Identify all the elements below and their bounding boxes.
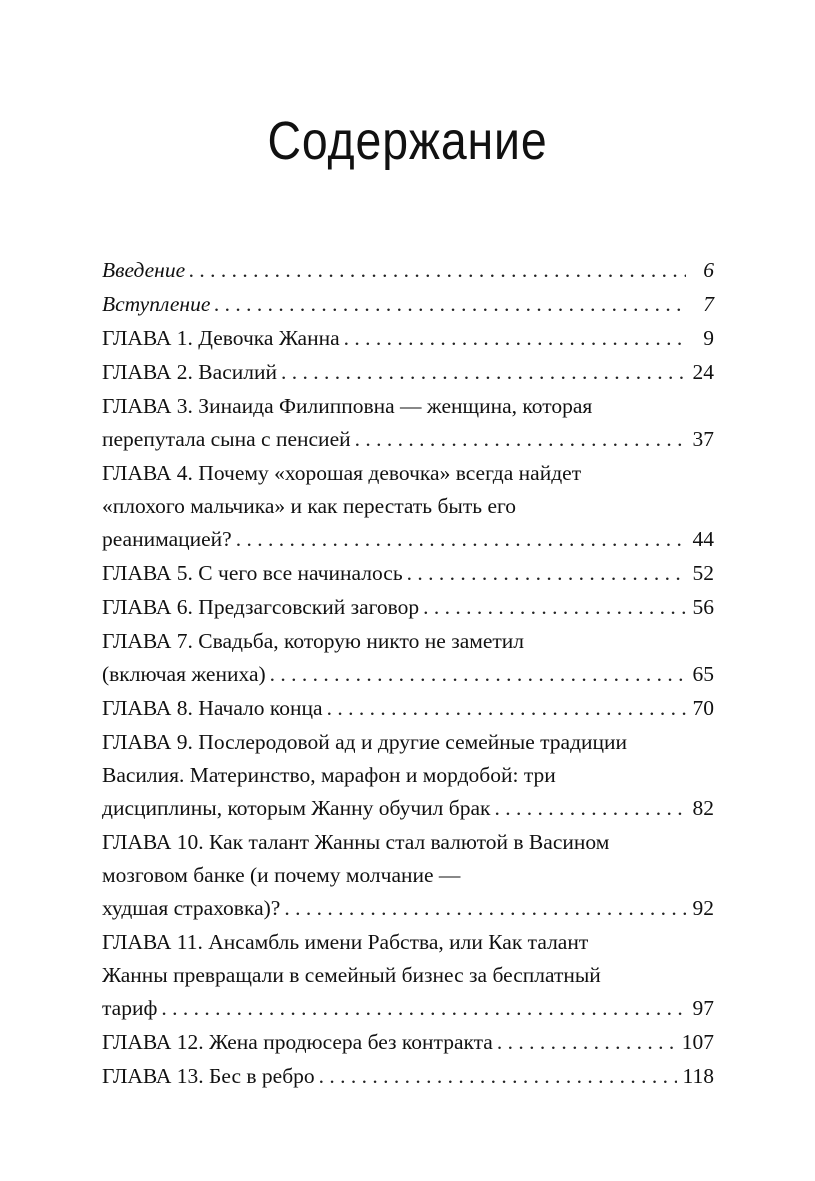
toc-page-number: 24	[692, 360, 714, 384]
toc-page-number: 6	[703, 258, 714, 282]
toc-entry-title-line: перепутала сына с пенсией	[102, 427, 351, 451]
toc-entry[interactable]	[102, 356, 714, 389]
toc-entry-title-line: ГЛАВА 8. Начало конца	[102, 696, 323, 720]
toc-entry[interactable]	[102, 557, 714, 590]
toc-entry-row	[102, 591, 714, 624]
toc-entry[interactable]	[102, 457, 714, 556]
toc-page-number: 52	[692, 561, 714, 585]
toc-entry-row	[102, 892, 714, 925]
toc-entry-title-line: ГЛАВА 13. Бес в ребро	[102, 1064, 315, 1088]
toc-entry-row	[102, 692, 714, 725]
toc-entry-title-line: реанимацией?	[102, 527, 232, 551]
toc-page-number: 97	[692, 996, 714, 1020]
dot-leader	[161, 992, 686, 1025]
toc-entry[interactable]	[102, 726, 714, 825]
toc-page-number: 70	[692, 696, 714, 720]
toc-page-number: 82	[692, 796, 714, 820]
toc-entry[interactable]	[102, 1026, 714, 1059]
toc-entry-title-line: Василия. Материнство, марафон и мордобой: три	[102, 763, 556, 787]
dot-leader	[407, 557, 686, 590]
toc-entry-title-line: Вступление	[102, 292, 211, 316]
toc-entry-row	[102, 322, 714, 355]
toc-entry-row	[102, 356, 714, 389]
toc-entry-row	[102, 992, 714, 1025]
toc-entry[interactable]	[102, 254, 714, 287]
toc-entry-title-line: ГЛАВА 10. Как талант Жанны стал валютой в Васином	[102, 830, 610, 854]
toc-entry-row	[102, 1060, 714, 1093]
toc-entry[interactable]	[102, 692, 714, 725]
dot-leader	[281, 356, 686, 389]
toc-entry[interactable]	[102, 288, 714, 321]
dot-leader	[284, 892, 686, 925]
toc-entry-title-line: мозговом банке (и почему молчание —	[102, 863, 461, 887]
dot-leader	[344, 322, 686, 355]
toc-entry-title-line: «плохого мальчика» и как перестать быть его	[102, 494, 517, 518]
toc-page-number: 56	[692, 595, 714, 619]
dot-leader	[236, 523, 686, 556]
dot-leader	[494, 792, 686, 825]
toc-page-number: 65	[692, 662, 714, 686]
toc-entry-title-line: ГЛАВА 9. Послеродовой ад и другие семейные традиции	[102, 730, 628, 754]
dot-leader	[270, 658, 686, 691]
toc-entry-title-line: дисциплины, которым Жанну обучил брак	[102, 796, 491, 820]
toc-page-number: 37	[692, 427, 714, 451]
toc-entry[interactable]	[102, 591, 714, 624]
toc-entry-row	[102, 792, 714, 825]
toc-entry-title-line: Жанны превращали в семейный бизнес за бесплатный	[102, 963, 601, 987]
toc-entry-row	[102, 557, 714, 590]
toc-page-number: 44	[692, 527, 714, 551]
toc-entry-row	[102, 658, 714, 691]
dot-leader	[189, 254, 686, 287]
toc-entry-title-line: ГЛАВА 1. Девочка Жанна	[102, 326, 340, 350]
toc-entry[interactable]	[102, 390, 714, 456]
toc-entry-title-line: ГЛАВА 4. Почему «хорошая девочка» всегда найдет	[102, 461, 582, 485]
toc-entry-title-line: Введение	[102, 258, 186, 282]
toc-entry[interactable]	[102, 826, 714, 925]
dot-leader	[327, 692, 686, 725]
toc-page-number: 118	[682, 1064, 714, 1088]
toc-entry-title-line: ГЛАВА 7. Свадьба, которую никто не заметил	[102, 629, 525, 653]
table-of-contents	[102, 254, 714, 1093]
toc-page-number: 107	[681, 1030, 714, 1054]
toc-entry-row	[102, 423, 714, 456]
dot-leader	[497, 1026, 676, 1059]
toc-entry-title-line: тариф	[102, 996, 158, 1020]
toc-entry-row	[102, 523, 714, 556]
toc-entry-row	[102, 1026, 714, 1059]
toc-entry-row	[102, 254, 714, 287]
toc-entry[interactable]	[102, 926, 714, 1025]
toc-entry-row	[102, 288, 714, 321]
toc-entry-title-line: ГЛАВА 2. Василий	[102, 360, 277, 384]
toc-entry-title-line: ГЛАВА 3. Зинаида Филипповна — женщина, которая	[102, 394, 593, 418]
toc-page-number: 92	[692, 896, 714, 920]
dot-leader	[355, 423, 686, 456]
toc-entry-title-line: ГЛАВА 12. Жена продюсера без контракта	[102, 1030, 493, 1054]
toc-entry[interactable]	[102, 1060, 714, 1093]
page-title: Содержание	[267, 111, 548, 171]
toc-page-number: 7	[703, 292, 714, 316]
toc-entry-title-line: худшая страховка)?	[102, 896, 281, 920]
toc-entry[interactable]	[102, 625, 714, 691]
toc-entry-title-line: ГЛАВА 5. С чего все начиналось	[102, 561, 403, 585]
toc-entry[interactable]	[102, 322, 714, 355]
toc-entry-title-line: ГЛАВА 6. Предзагсовский заговор	[102, 595, 420, 619]
toc-page-number: 9	[703, 326, 714, 350]
toc-entry-title-line: (включая жениха)	[102, 662, 266, 686]
dot-leader	[423, 591, 686, 624]
toc-entry-title-line: ГЛАВА 11. Ансамбль имени Рабства, или Как талант	[102, 930, 589, 954]
dot-leader	[319, 1060, 677, 1093]
dot-leader	[214, 288, 686, 321]
